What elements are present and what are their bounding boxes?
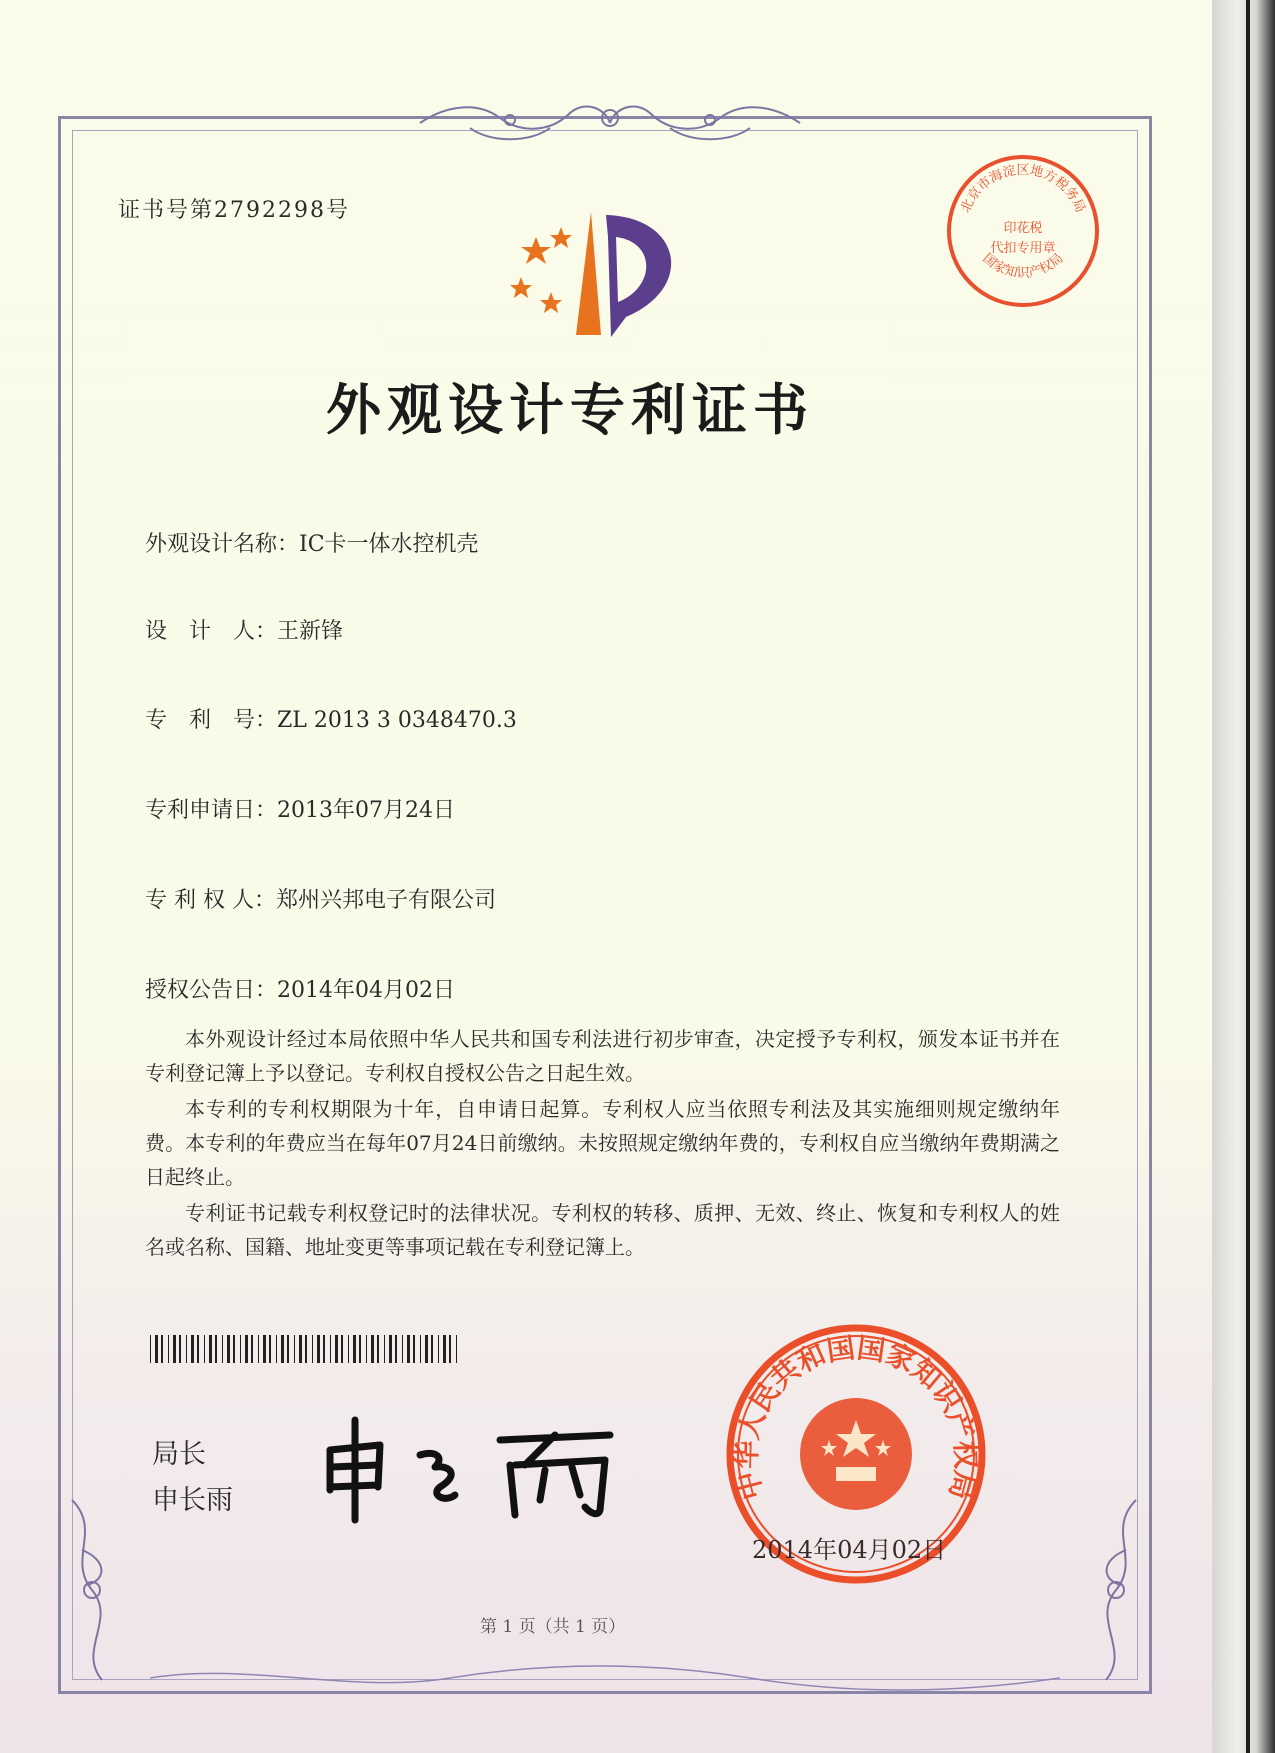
barcode-bar — [269, 1335, 271, 1363]
patent-number-row — [145, 703, 517, 734]
barcode-bar — [420, 1335, 421, 1363]
barcode-bar — [150, 1335, 151, 1363]
barcode-bar — [245, 1335, 248, 1363]
barcode-bar — [197, 1335, 199, 1363]
seal-ring-text: 中华人民共和国国家知识产权局 — [729, 1331, 983, 1504]
barcode-bar — [161, 1335, 163, 1363]
director-name: 申长雨 — [152, 1485, 233, 1516]
application-date-value: 2013年07月24日 — [277, 798, 455, 823]
barcode-bar — [438, 1335, 439, 1363]
page-indicator: 第 1 页（共 1 页） — [480, 1617, 626, 1637]
patent-number-label: 专 利 号： — [145, 708, 278, 733]
patent-office-logo — [506, 207, 696, 355]
barcode-bar — [276, 1335, 277, 1363]
designer-value: 王新锋 — [277, 619, 344, 644]
tax-stamp-bottom-text: 国家知识产权局 — [979, 251, 1067, 282]
paragraph-legal-status: 专利证书记载专利权登记时的法律状况。专利权的转移、质押、无效、终止、恢复和专利权人的姓名或名称、国籍、地址变更等事项记载在专利登记簿上。 — [145, 1201, 1060, 1259]
barcode-bar — [215, 1335, 217, 1363]
grant-date-row — [145, 973, 455, 1004]
barcode-bar — [155, 1335, 158, 1363]
barcode-bar — [366, 1335, 367, 1363]
bottom-ornament — [150, 1660, 1060, 1696]
design-name-value: IC卡一体水控机壳 — [299, 532, 479, 557]
certificate-number: 证书号第2792298号 — [118, 198, 350, 223]
barcode-bar — [204, 1335, 205, 1363]
tax-stamp-center-line-1: 印花税 — [1003, 221, 1043, 236]
barcode-bar — [287, 1335, 289, 1363]
barcode-bar — [330, 1335, 331, 1363]
patent-number-value: ZL 2013 3 0348470.3 — [277, 708, 517, 733]
designer-row — [145, 614, 343, 645]
right-ornament — [1066, 1490, 1146, 1690]
barcode-bar — [251, 1335, 253, 1363]
barcode-bar — [348, 1335, 349, 1363]
tax-stamp-ring-text: 北京市海淀区地方税务局 — [958, 163, 1088, 215]
barcode-bar — [413, 1335, 415, 1363]
barcode-bar — [384, 1335, 385, 1363]
patentee-row — [145, 883, 496, 914]
barcode-bar — [431, 1335, 433, 1363]
application-date-row — [145, 793, 455, 824]
barcode-bar — [353, 1335, 356, 1363]
barcode-bar — [371, 1335, 374, 1363]
barcode-bar — [323, 1335, 325, 1363]
tax-stamp — [944, 152, 1102, 310]
handwritten-signature — [310, 1395, 640, 1525]
barcode-bar — [317, 1335, 320, 1363]
barcode-bar — [312, 1335, 313, 1363]
designer-label: 设 计 人： — [145, 619, 278, 644]
barcode-bar — [222, 1335, 223, 1363]
barcode-bar — [233, 1335, 235, 1363]
barcode — [150, 1335, 462, 1363]
barcode-bar — [341, 1335, 343, 1363]
barcode-bar — [173, 1335, 176, 1363]
barcode-bar — [456, 1335, 457, 1363]
barcode-bar — [179, 1335, 181, 1363]
barcode-bar — [209, 1335, 212, 1363]
barcode-bar — [359, 1335, 361, 1363]
design-name-label: 外观设计名称： — [145, 532, 300, 557]
barcode-bar — [402, 1335, 403, 1363]
barcode-bar — [425, 1335, 428, 1363]
patentee-label: 专 利 权 人： — [145, 888, 276, 913]
barcode-bar — [377, 1335, 379, 1363]
tax-stamp-center-line-2: 代扣专用章 — [990, 241, 1056, 256]
left-ornament — [62, 1490, 142, 1690]
barcode-bar — [449, 1335, 451, 1363]
barcode-bar — [168, 1335, 169, 1363]
patentee-value: 郑州兴邦电子有限公司 — [275, 888, 496, 913]
barcode-bar — [395, 1335, 397, 1363]
barcode-bar — [443, 1335, 446, 1363]
binder-line — [1246, 0, 1250, 1753]
certificate-title: 外观设计专利证书 — [326, 378, 815, 442]
paragraph-term: 本专利的专利权期限为十年，自申请日起算。专利权人应当依照专利法及其实施细则规定缴纳年费。本专利的年费应当在每年07月24日前缴纳。未按照规定缴纳年费的，专利权自应当缴纳年费期满之日起终止。 — [145, 1097, 1060, 1189]
barcode-bar — [258, 1335, 259, 1363]
design-name-row — [145, 527, 479, 558]
barcode-bar — [389, 1335, 392, 1363]
director-title: 局长 — [152, 1439, 206, 1470]
barcode-bar — [240, 1335, 241, 1363]
barcode-bar — [186, 1335, 187, 1363]
barcode-bar — [191, 1335, 194, 1363]
barcode-bar — [294, 1335, 295, 1363]
page-edge — [1212, 0, 1275, 1753]
application-date-label: 专利申请日： — [145, 798, 278, 823]
barcode-bar — [281, 1335, 284, 1363]
barcode-bar — [305, 1335, 307, 1363]
seal-date: 2014年04月02日 — [752, 1536, 947, 1564]
barcode-bar — [407, 1335, 410, 1363]
barcode-bar — [263, 1335, 266, 1363]
barcode-bar — [335, 1335, 338, 1363]
paragraph-grant: 本外观设计经过本局依照中华人民共和国专利法进行初步审查，决定授予专利权，颁发本证书并在专利登记簿上予以登记。专利权自授权公告之日起生效。 — [145, 1027, 1060, 1085]
grant-date-label: 授权公告日： — [145, 978, 278, 1003]
grant-date-value: 2014年04月02日 — [277, 978, 455, 1003]
top-ornament — [410, 98, 810, 148]
barcode-bar — [299, 1335, 302, 1363]
barcode-bar — [227, 1335, 230, 1363]
